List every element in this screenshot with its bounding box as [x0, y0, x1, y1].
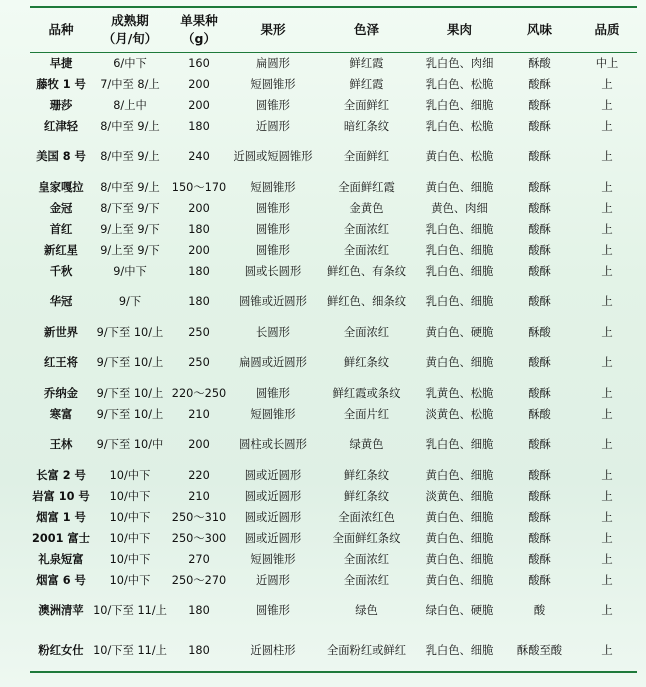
cell-weight: 200	[188, 243, 210, 257]
cell-weight: 220	[188, 468, 210, 482]
cell-flavor: 酥酸	[528, 325, 551, 339]
cell-weight: 180	[188, 295, 210, 308]
cell-variety: 岩富 10 号	[32, 489, 90, 503]
table-row	[30, 591, 637, 631]
table-row	[30, 198, 637, 219]
cell-shape: 近圆形	[256, 573, 290, 587]
cell-flesh: 乳白色、松脆	[425, 119, 494, 133]
table-row	[30, 95, 637, 116]
cell-flesh: 乳白色、细脆	[425, 644, 494, 657]
cell-weight: 250～310	[171, 510, 227, 524]
cell-flavor: 酸酥	[528, 222, 551, 236]
header-weight-line1: 单果种	[180, 13, 218, 28]
cell-flavor: 酸酥	[528, 77, 551, 91]
cell-shape: 圆锥形	[256, 98, 290, 112]
cell-variety: 早捷	[49, 56, 73, 70]
cell-maturity: 7/中至 8/上	[100, 77, 160, 91]
cell-flavor: 酸酥	[528, 468, 551, 482]
cell-quality: 上	[601, 295, 613, 308]
table-row	[30, 240, 637, 261]
table-row	[30, 53, 637, 75]
cell-flavor: 酸酥	[528, 295, 551, 308]
cell-maturity: 10/中下	[109, 573, 151, 587]
cell-weight: 180	[188, 644, 210, 657]
cell-color: 鲜红条纹	[343, 356, 390, 369]
cell-quality: 上	[601, 243, 613, 257]
cell-shape: 近圆或短圆锥形	[233, 150, 313, 163]
cell-shape: 圆锥形	[256, 386, 290, 400]
header-maturity-line1: 成熟期	[111, 13, 149, 28]
cell-maturity: 9/下至 10/上	[96, 325, 164, 339]
header-flavor: 风味	[526, 22, 552, 37]
cell-color: 鲜红霞	[349, 77, 384, 91]
cell-flavor: 酸酥	[528, 531, 551, 545]
cell-quality: 上	[601, 325, 613, 339]
cell-flavor: 酸酥	[528, 510, 551, 524]
cell-shape: 圆锥形	[256, 201, 290, 215]
cell-flesh: 黄白色、硬脆	[425, 325, 494, 339]
cell-flesh: 乳白色、细脆	[425, 222, 494, 236]
table-row	[30, 219, 637, 240]
cell-quality: 上	[601, 119, 613, 133]
cell-maturity: 8/中至 9/上	[100, 180, 160, 194]
apple-variety-table	[30, 6, 637, 673]
table-body	[30, 53, 637, 673]
table-row	[30, 404, 637, 425]
cell-weight: 180	[188, 119, 210, 133]
cell-weight: 200	[188, 77, 210, 91]
cell-maturity: 9/下至 10/上	[96, 356, 164, 369]
header-weight	[168, 7, 230, 53]
cell-shape: 长圆形	[256, 325, 290, 339]
cell-color: 全面鲜红霞	[338, 180, 395, 194]
cell-shape: 近圆柱形	[250, 644, 296, 657]
cell-weight: 250～270	[171, 573, 227, 587]
cell-color: 全面粉红或鲜红	[326, 644, 407, 657]
header-maturity	[92, 7, 168, 53]
cell-flesh: 黄白色、细脆	[425, 468, 494, 482]
cell-shape: 短圆锥形	[250, 77, 296, 91]
cell-flavor: 酸酥	[528, 552, 551, 566]
cell-maturity: 9/下	[118, 295, 142, 308]
cell-quality: 上	[601, 180, 613, 194]
cell-variety: 皇家嘎拉	[38, 180, 84, 194]
cell-flesh: 乳白色、细脆	[425, 295, 494, 308]
cell-weight: 180	[188, 264, 210, 278]
table-row	[30, 116, 637, 137]
cell-weight: 250	[188, 325, 210, 339]
cell-quality: 上	[601, 98, 613, 112]
table-row	[30, 343, 637, 383]
cell-quality: 上	[601, 531, 613, 545]
cell-color: 全面鲜红条纹	[332, 531, 401, 545]
cell-color: 鲜红霞或条纹	[332, 386, 401, 400]
cell-quality: 上	[601, 77, 613, 91]
cell-quality: 上	[601, 201, 613, 215]
cell-flavor: 酥酸至酸	[516, 644, 563, 657]
cell-maturity: 6/中下	[113, 56, 147, 70]
cell-quality: 上	[601, 489, 613, 503]
cell-shape: 圆或长圆形	[244, 264, 302, 278]
cell-variety: 金冠	[49, 201, 73, 215]
cell-flavor: 酥酸	[528, 56, 551, 70]
cell-quality: 上	[601, 407, 613, 421]
table-row	[30, 383, 637, 404]
cell-shape: 圆或近圆形	[244, 531, 302, 545]
header-maturity-line2: （月/旬）	[102, 31, 158, 46]
cell-variety: 红王将	[44, 356, 78, 369]
table-row	[30, 486, 637, 507]
cell-flesh: 黄白色、松脆	[425, 150, 494, 163]
table-row	[30, 549, 637, 570]
cell-weight: 180	[188, 222, 210, 236]
cell-maturity: 10/中下	[109, 552, 151, 566]
cell-quality: 上	[601, 438, 613, 451]
header-weight-line2: （g）	[182, 31, 216, 46]
cell-flavor: 酸酥	[528, 243, 551, 257]
cell-variety: 烟富 6 号	[36, 573, 86, 587]
table-row	[30, 570, 637, 591]
cell-flavor: 酸酥	[528, 201, 551, 215]
cell-weight: 220～250	[171, 386, 227, 400]
cell-variety: 新世界	[44, 325, 78, 339]
cell-weight: 240	[188, 150, 210, 163]
cell-maturity: 8/下至 9/下	[100, 201, 160, 215]
cell-weight: 200	[188, 98, 210, 112]
cell-quality: 上	[601, 604, 613, 617]
cell-maturity: 9/中下	[113, 264, 147, 278]
header-flesh: 果肉	[446, 22, 472, 37]
cell-shape: 圆锥形	[256, 243, 290, 257]
cell-variety: 澳洲清苹	[38, 604, 84, 617]
cell-flavor: 酸酥	[528, 150, 551, 163]
cell-shape: 圆柱或长圆形	[239, 438, 307, 451]
cell-variety: 首红	[49, 222, 73, 236]
cell-color: 鲜红色、细条纹	[326, 295, 407, 308]
table-row	[30, 282, 637, 322]
cell-weight: 200	[188, 438, 210, 451]
cell-color: 全面鲜红	[343, 98, 390, 112]
cell-flesh: 乳白色、细脆	[425, 243, 494, 257]
cell-quality: 上	[601, 573, 613, 587]
cell-flesh: 黄白色、细脆	[425, 531, 494, 545]
cell-quality: 上	[601, 552, 613, 566]
cell-quality: 上	[601, 644, 613, 657]
cell-flesh: 淡黄色、细脆	[425, 489, 494, 503]
cell-flesh: 黄色、肉细	[431, 201, 488, 215]
cell-maturity: 10/下至 11/上	[93, 604, 167, 617]
cell-color: 暗红条纹	[343, 119, 390, 133]
cell-flesh: 绿白色、硬脆	[425, 604, 494, 617]
cell-flesh: 黄白色、细脆	[425, 552, 494, 566]
table-row	[30, 528, 637, 549]
cell-quality: 上	[601, 468, 613, 482]
cell-weight: 180	[188, 604, 210, 617]
cell-shape: 圆锥形	[256, 222, 290, 236]
cell-quality: 上	[601, 150, 613, 163]
cell-color: 全面浓红	[343, 552, 390, 566]
cell-variety: 珊莎	[49, 98, 73, 112]
cell-flesh: 乳白色、松脆	[425, 77, 494, 91]
cell-maturity: 9/上至 9/下	[100, 243, 160, 257]
cell-quality: 上	[601, 264, 613, 278]
cell-variety: 乔纳金	[44, 386, 78, 400]
cell-variety: 长富 2 号	[36, 468, 86, 482]
cell-maturity: 9/下至 10/中	[96, 438, 164, 451]
cell-weight: 160	[188, 56, 210, 70]
cell-flavor: 酸酥	[528, 386, 551, 400]
cell-maturity: 10/中下	[109, 510, 151, 524]
cell-shape: 圆锥或近圆形	[239, 295, 307, 308]
cell-maturity: 10/中下	[109, 468, 151, 482]
cell-color: 全面浓红	[343, 325, 390, 339]
cell-maturity: 9/下至 10/上	[96, 407, 164, 421]
cell-color: 全面浓红	[343, 573, 390, 587]
cell-shape: 圆或近圆形	[244, 489, 302, 503]
cell-variety: 粉红女仕	[38, 644, 84, 657]
cell-maturity: 10/中下	[109, 531, 151, 545]
cell-quality: 上	[601, 510, 613, 524]
cell-flavor: 酸酥	[528, 356, 551, 369]
cell-flesh: 乳白色、细脆	[425, 98, 494, 112]
cell-maturity: 10/下至 11/上	[93, 644, 167, 657]
table-row	[30, 631, 637, 672]
cell-maturity: 8/中至 9/上	[100, 150, 160, 163]
table-row	[30, 507, 637, 528]
cell-maturity: 10/中下	[109, 489, 151, 503]
cell-maturity: 8/中至 9/上	[100, 119, 160, 133]
cell-flesh: 乳白色、肉细	[425, 56, 494, 70]
cell-variety: 红津轻	[44, 119, 78, 133]
cell-weight: 200	[188, 201, 210, 215]
table-row	[30, 322, 637, 343]
cell-maturity: 9/下至 10/上	[96, 386, 164, 400]
cell-variety: 烟富 1 号	[36, 510, 86, 524]
cell-maturity: 8/上中	[113, 98, 147, 112]
cell-flavor: 酸酥	[528, 573, 551, 587]
table-row	[30, 137, 637, 177]
cell-quality: 上	[601, 386, 613, 400]
header-variety: 品种	[48, 22, 74, 37]
cell-flesh: 黄白色、细脆	[425, 510, 494, 524]
cell-color: 全面浓红	[343, 243, 390, 257]
cell-flesh: 乳黄色、松脆	[425, 386, 494, 400]
cell-weight: 210	[188, 407, 210, 421]
cell-flavor: 酸酥	[528, 98, 551, 112]
cell-flesh: 淡黄色、松脆	[425, 407, 494, 421]
cell-flesh: 黄白色、细脆	[425, 180, 494, 194]
cell-variety: 王林	[49, 438, 73, 451]
cell-flavor: 酸酥	[528, 119, 551, 133]
cell-shape: 扁圆形	[256, 56, 290, 70]
cell-color: 鲜红条纹	[343, 489, 390, 503]
table-row	[30, 74, 637, 95]
table-row	[30, 425, 637, 465]
cell-flesh: 乳白色、细脆	[425, 264, 494, 278]
cell-flavor: 酸酥	[528, 180, 551, 194]
cell-flesh: 乳白色、细脆	[425, 438, 494, 451]
cell-weight: 250	[188, 356, 210, 369]
cell-shape: 圆或近圆形	[244, 510, 302, 524]
cell-weight: 150～170	[171, 180, 227, 194]
cell-color: 全面鲜红	[343, 150, 390, 163]
cell-quality: 上	[601, 222, 613, 236]
cell-color: 全面片红	[343, 407, 390, 421]
cell-quality: 上	[601, 356, 613, 369]
apple-variety-table-container	[30, 6, 637, 673]
header-row	[30, 7, 637, 53]
cell-color: 全面浓红	[343, 222, 390, 236]
cell-variety: 礼泉短富	[38, 552, 84, 566]
cell-shape: 短圆锥形	[250, 552, 296, 566]
cell-flavor: 酸酥	[528, 264, 551, 278]
cell-weight: 250～300	[171, 531, 227, 545]
cell-flavor: 酸酥	[528, 438, 551, 451]
cell-color: 全面浓红色	[338, 510, 395, 524]
cell-color: 鲜红色、有条纹	[326, 264, 407, 278]
cell-flavor: 酸	[533, 604, 546, 617]
cell-flavor: 酸酥	[528, 489, 551, 503]
cell-color: 鲜红条纹	[343, 468, 390, 482]
cell-variety: 华冠	[49, 295, 73, 308]
header-shape: 果形	[260, 22, 286, 37]
cell-flesh: 黄白色、细脆	[425, 356, 494, 369]
cell-variety: 寒富	[49, 407, 73, 421]
cell-color: 金黄色	[349, 201, 384, 215]
cell-color: 绿黄色	[349, 438, 384, 451]
cell-color: 鲜红霞	[349, 56, 384, 70]
cell-shape: 圆锥形	[256, 604, 290, 617]
cell-weight: 210	[188, 489, 210, 503]
cell-shape: 短圆锥形	[250, 407, 296, 421]
cell-flavor: 酥酸	[528, 407, 551, 421]
cell-quality: 中上	[595, 56, 619, 70]
table-row	[30, 465, 637, 486]
cell-shape: 扁圆或近圆形	[239, 356, 307, 369]
cell-variety: 藤牧 1 号	[36, 77, 86, 91]
cell-variety: 美国 8 号	[36, 150, 86, 163]
cell-maturity: 9/上至 9/下	[100, 222, 160, 236]
cell-shape: 近圆形	[256, 119, 290, 133]
cell-weight: 270	[188, 552, 210, 566]
cell-variety: 2001 富士	[32, 531, 90, 545]
cell-shape: 短圆锥形	[250, 180, 296, 194]
cell-variety: 千秋	[49, 264, 73, 278]
cell-color: 绿色	[355, 604, 378, 617]
header-quality: 品质	[594, 22, 620, 37]
table-row	[30, 261, 637, 282]
table-row	[30, 177, 637, 198]
cell-shape: 圆或近圆形	[244, 468, 302, 482]
cell-flesh: 黄白色、细脆	[425, 573, 494, 587]
header-color: 色泽	[353, 22, 379, 37]
cell-variety: 新红星	[44, 243, 78, 257]
